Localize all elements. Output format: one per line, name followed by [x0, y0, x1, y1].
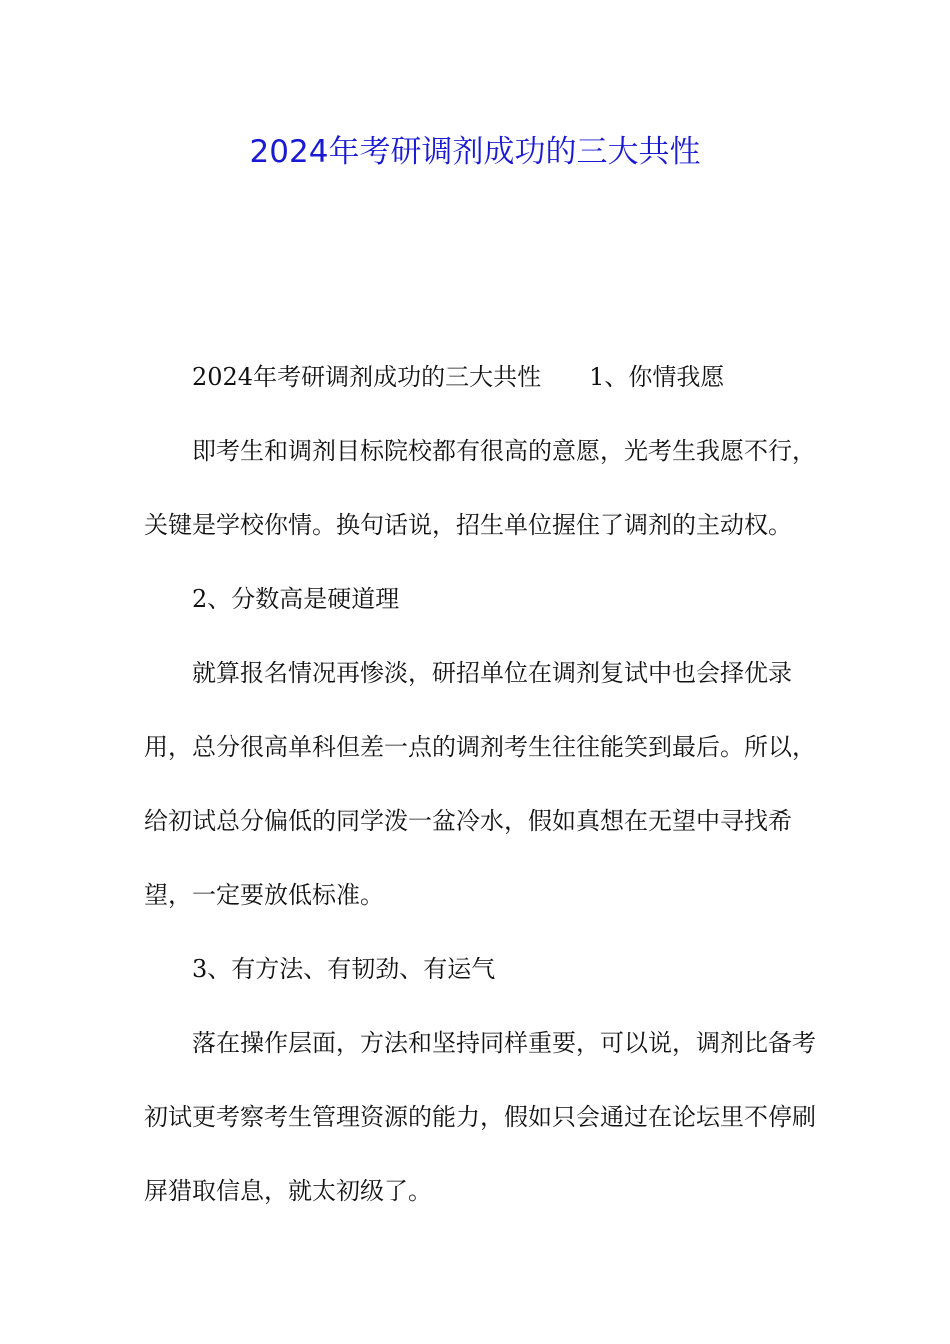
section-heading-3: 3、有方法、有韧劲、有运气 [192, 955, 496, 983]
paragraph-3: 落在操作层面，方法和坚持同样重要，可以说，调剂比备考初试更考察考生管理资源的能力，假如只会通过在论坛里不停刷屏猎取信息，就太初级了。 [144, 1029, 816, 1205]
section-heading-2: 2、分数高是硬道理 [192, 585, 400, 613]
document-title: 2024年考研调剂成功的三大共性 [249, 134, 701, 170]
paragraph-2: 就算报名情况再惨淡，研招单位在调剂复试中也会择优录用，总分很高单科但差一点的调剂考生往往能笑到最后。所以，给初试总分偏低的同学泼一盆冷水，假如真想在无望中寻找希望，一定要放低标准。 [144, 659, 816, 909]
document-body [144, 340, 832, 1228]
intro-line [144, 340, 832, 414]
intro-title-text: 2024年考研调剂成功的三大共性 [192, 363, 542, 391]
paragraph-1: 即考生和调剂目标院校都有很高的意愿，光考生我愿不行，关键是学校你情。换句话说，招生单位握住了调剂的主动权。 [144, 437, 816, 539]
section-heading-1: 1、你情我愿 [589, 363, 725, 391]
